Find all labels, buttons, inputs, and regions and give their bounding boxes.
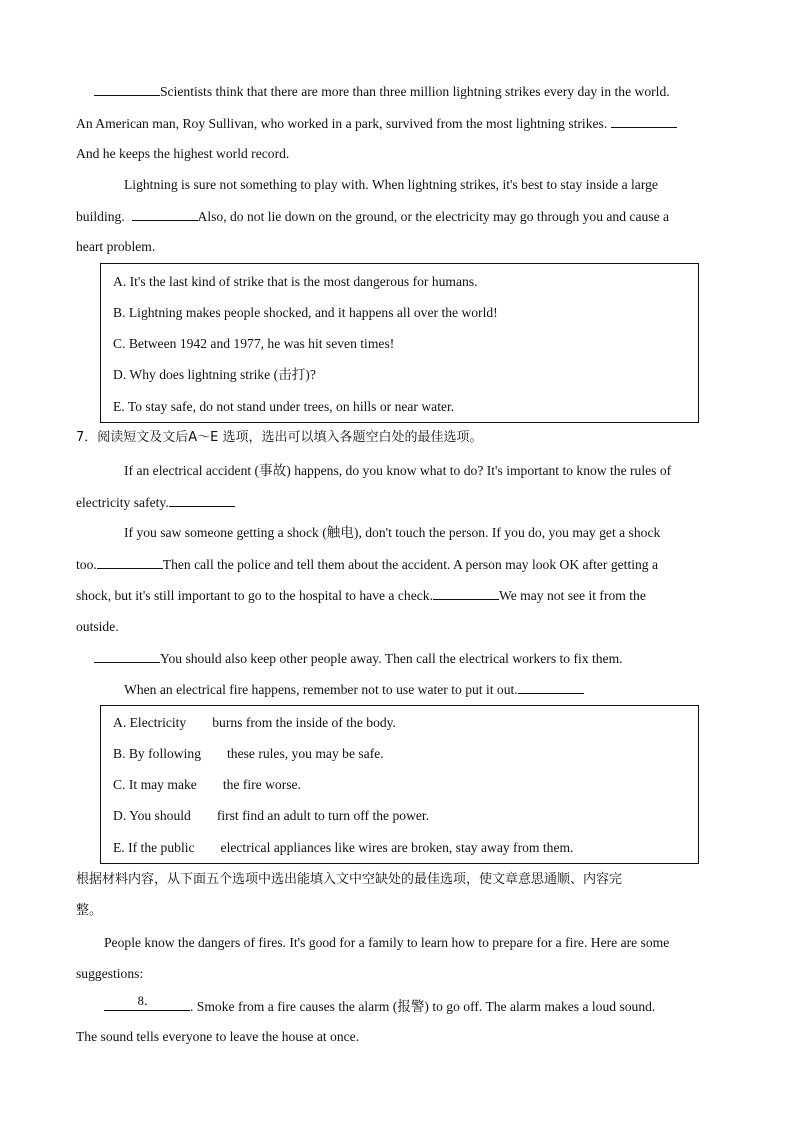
text: Lightning is sure not something to play with. When lightning strikes, it's best to stay inside a large [124,177,658,192]
text: . Smoke from a fire causes the alarm (报警) to go off. The alarm makes a loud sound. [190,999,656,1014]
q7-line-2 [76,493,235,512]
q7-line-8 [124,680,584,699]
text: You should also keep other people away. Then call the electrical workers to fix them. [160,651,623,666]
q8-line-4 [76,1028,359,1046]
option-label: A. Electricity [113,715,187,730]
option-text: burns from the inside of the body. [212,715,396,730]
option-c: C. Between 1942 and 1977, he was hit seven times! [113,336,395,351]
text: Also, do not lie down on the ground, or the electricity may go through you and cause a [197,209,670,224]
text: heart problem. [76,239,156,254]
p6-line-1 [94,82,670,101]
q8-line-2 [76,965,143,983]
options-box-7 [100,705,699,864]
question-number: 8． [137,994,157,1008]
p6-line-6 [76,238,155,256]
p6-line-5 [76,207,669,226]
q7-line-5 [76,586,646,605]
text: suggestions: [76,966,144,981]
options-box-6 [100,263,699,423]
answer-blank-8[interactable] [104,994,190,1011]
answer-blank[interactable] [611,114,677,128]
answer-blank[interactable] [169,493,235,507]
text: If an electrical accident (事故) happens, do you know what to do? It's important to know the rules of [124,463,672,478]
option-label: C. It may make [113,777,197,792]
text: electricity safety. [76,495,169,510]
q7-line-1 [124,462,671,480]
text: building. [76,209,125,224]
answer-blank[interactable] [433,586,499,600]
q7-line-6 [76,618,119,636]
option-label: D. You should [113,808,191,823]
q8-instruction-1: 根据材料内容，从下面五个选项中选出能填入文中空缺处的最佳选项，使文章意思通顺、内容完 [76,872,623,887]
option-a [113,714,396,732]
option-label: B. By following [113,746,201,761]
text: People know the dangers of fires. It's good for a family to learn how to prepare for a fire. Here are some [104,935,670,950]
q7-heading: 7．阅读短文及文后A～E 选项，选出可以填入各题空白处的最佳选项。 [76,430,483,445]
p6-line-3 [76,145,289,163]
option-d: D. Why does lightning strike (击打)? [113,367,316,382]
text: We may not see it from the [498,588,646,603]
q7-line-3 [124,524,660,542]
option-c [113,776,301,794]
option-e [113,839,573,857]
option-text: these rules, you may be safe. [227,746,384,761]
q8-line-1 [104,934,669,952]
q7-line-4 [76,555,658,574]
text: too. [76,557,97,572]
answer-blank[interactable] [518,680,584,694]
option-b: B. Lightning makes people shocked, and it happens all over the world! [113,305,498,320]
p6-line-2 [76,114,677,133]
option-d [113,807,429,825]
text: When an electrical fire happens, remember not to use water to put it out. [124,682,518,697]
answer-blank[interactable] [97,555,163,569]
option-a: A. It's the last kind of strike that is the most dangerous for humans. [113,274,478,289]
text: The sound tells everyone to leave the house at once. [76,1029,360,1044]
q8-line-3 [104,994,656,1016]
option-text: electrical appliances like wires are broken, stay away from them. [220,840,574,855]
option-text: the fire worse. [222,777,301,792]
answer-blank[interactable] [94,82,160,96]
option-e: E. To stay safe, do not stand under trees, on hills or near water. [113,399,455,414]
p6-line-4 [124,176,658,194]
text: And he keeps the highest world record. [76,146,290,161]
q7-line-7 [94,649,623,668]
text: An American man, Roy Sullivan, who worked in a park, survived from the most lightning strikes. [76,116,608,131]
q8-instruction-2: 整。 [76,903,103,918]
text: If you saw someone getting a shock (触电), don't touch the person. If you do, you may get a shock [124,525,661,540]
text: outside. [76,619,119,634]
option-b [113,745,384,763]
option-text: first find an adult to turn off the power. [216,808,430,823]
text: Then call the police and tell them about the accident. A person may look OK after getting a [162,557,659,572]
answer-blank[interactable] [132,207,198,221]
text: Scientists think that there are more than three million lightning strikes every day in the world. [160,84,670,99]
answer-blank[interactable] [94,649,160,663]
text: shock, but it's still important to go to the hospital to have a check. [76,588,433,603]
option-label: E. If the public [113,840,195,855]
